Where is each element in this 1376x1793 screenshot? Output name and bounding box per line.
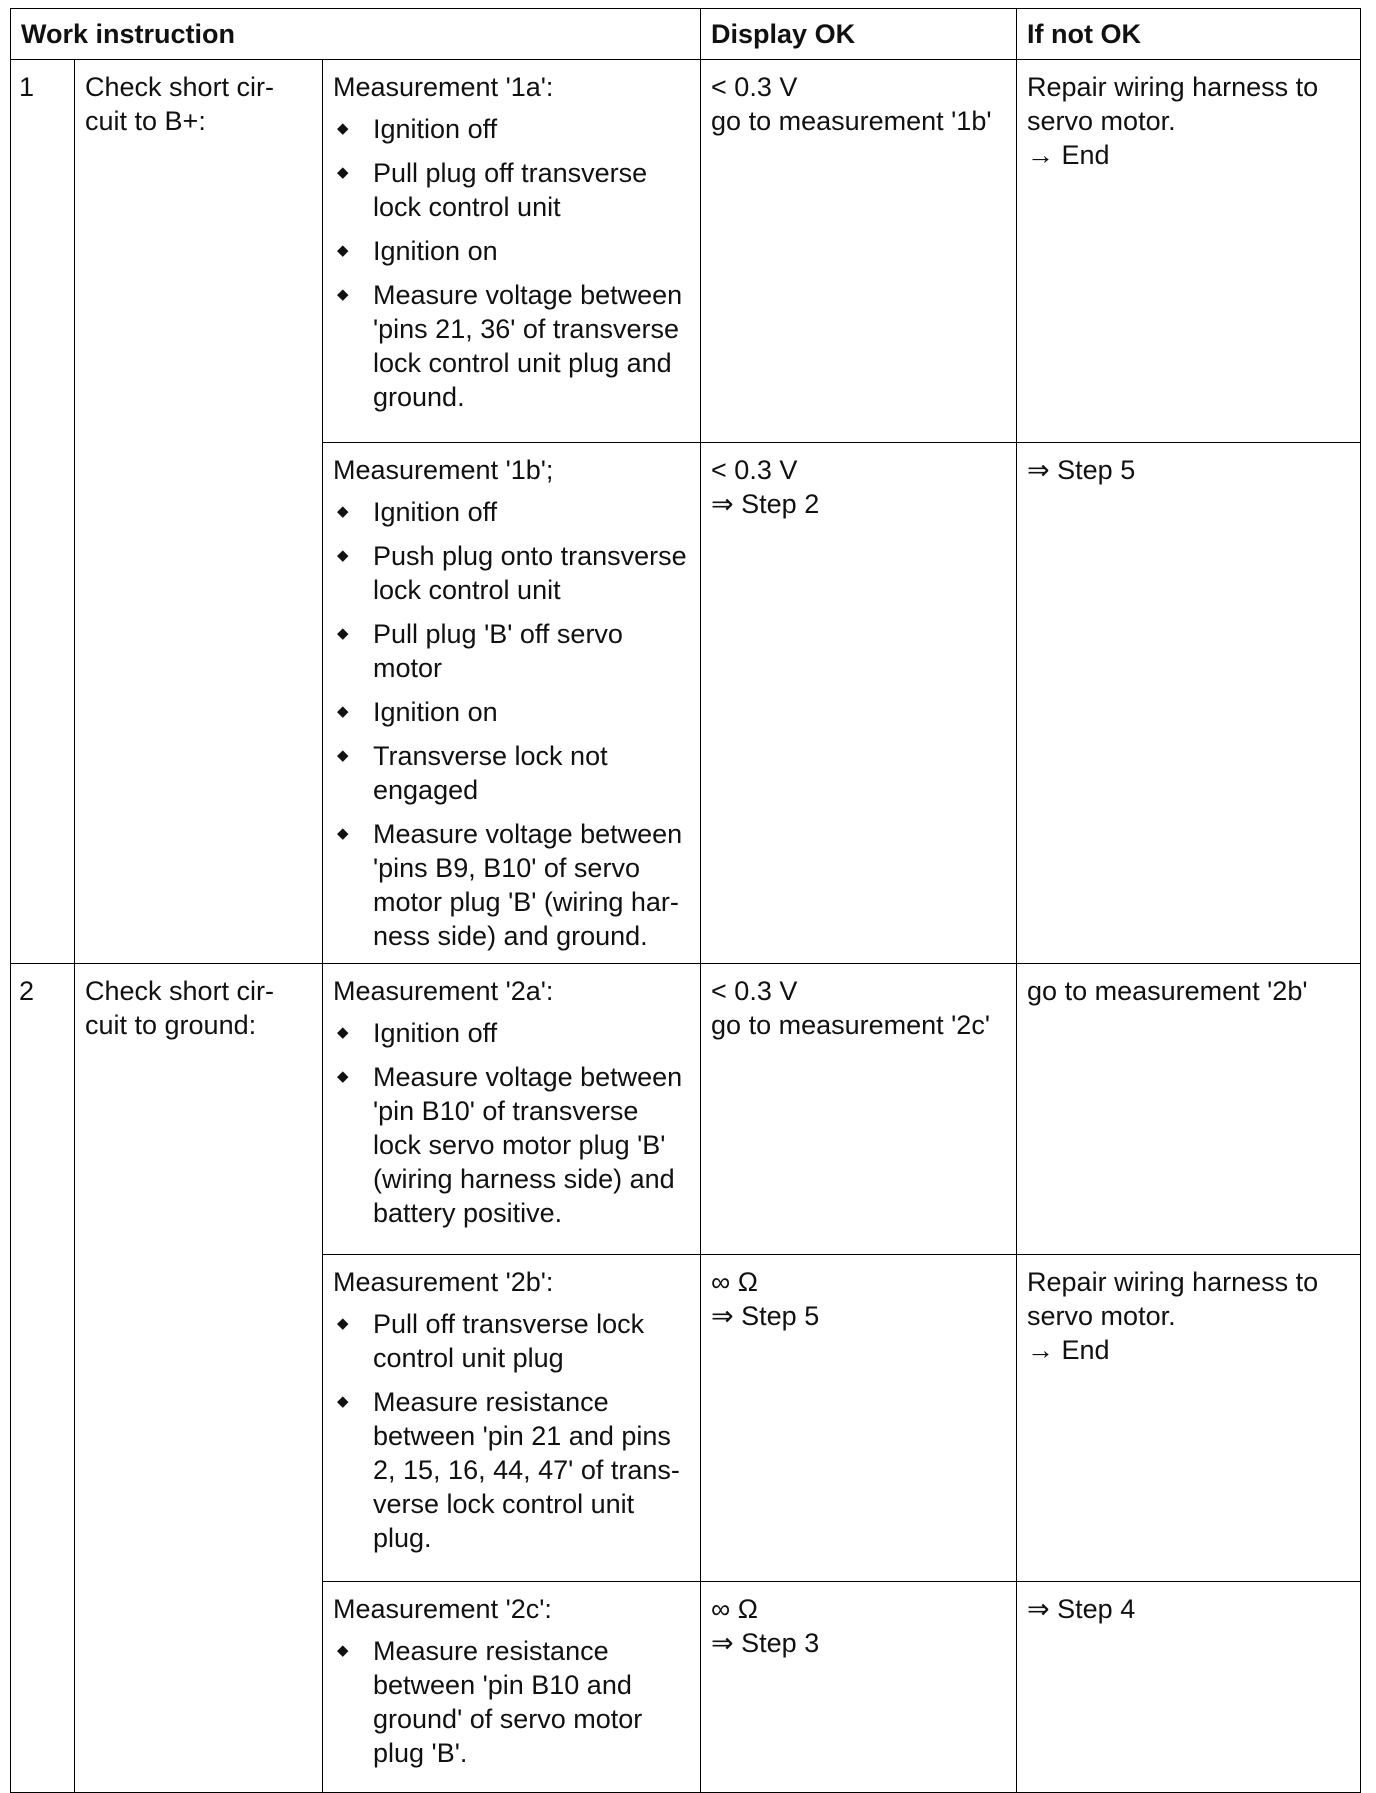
instruction-item: ◆ Ignition on [333,234,690,268]
measurement-title: Measurement '2a': [333,976,554,1006]
instruction-item: ◆ Pull off transverse lock control unit plug [333,1307,690,1375]
step-title: Check short cir-cuit to ground: [75,964,323,1793]
instruction-item: ◆ Ignition on [333,695,690,729]
display-ok-cell [701,443,1017,964]
display-ok-action: ⇒ Step 3 [711,1628,820,1658]
instruction-item: ◆ Measure voltage between 'pins 21, 36' of transverse lock control unit plug and ground. [333,278,690,414]
step-number: 2 [11,964,75,1793]
instruction-list [333,1016,690,1230]
if-not-ok-action: go to measurement '2b' [1027,976,1308,1006]
if-not-ok-action: → End [1027,140,1110,170]
header-if-not-ok: If not OK [1017,9,1361,60]
if-not-ok-text: Repair wiring harness to servo motor. [1027,72,1319,136]
instruction-item: ◆ Pull plug off transverse lock control unit [333,156,690,224]
instruction-list [333,495,690,953]
display-ok-value: < 0.3 V [711,72,798,102]
instruction-list [333,1634,690,1770]
instruction-item: ◆ Push plug onto transverse lock control unit [333,539,690,607]
measurement-cell [323,1255,701,1582]
table-row [11,964,1361,1255]
display-ok-value: < 0.3 V [711,455,798,485]
measurement-cell [323,964,701,1255]
measurement-title: Measurement '2c': [333,1594,552,1624]
if-not-ok-cell [1017,1255,1361,1582]
display-ok-cell [701,1255,1017,1582]
instruction-item: ◆ Ignition off [333,495,690,529]
measurement-cell [323,60,701,443]
header-work-instruction: Work instruction [11,9,701,60]
if-not-ok-cell [1017,964,1361,1255]
work-instruction-table [10,8,1361,1793]
table-row [11,60,1361,443]
if-not-ok-action: → End [1027,1335,1110,1365]
display-ok-cell [701,1582,1017,1793]
if-not-ok-cell [1017,60,1361,443]
instruction-item: ◆ Ignition off [333,112,690,146]
instruction-item: ◆ Ignition off [333,1016,690,1050]
measurement-title: Measurement '1a': [333,72,554,102]
if-not-ok-cell [1017,1582,1361,1793]
measurement-cell [323,443,701,964]
if-not-ok-action: ⇒ Step 4 [1027,1594,1136,1624]
display-ok-action: go to measurement '2c' [711,1010,990,1040]
display-ok-value: ∞ Ω [711,1267,758,1297]
instruction-list [333,112,690,414]
instruction-item: ◆ Measure resistance between 'pin B10 and ground' of servo motor plug 'B'. [333,1634,690,1770]
display-ok-action: ⇒ Step 5 [711,1301,820,1331]
if-not-ok-action: ⇒ Step 5 [1027,455,1136,485]
if-not-ok-cell [1017,443,1361,964]
instruction-list [333,1307,690,1555]
if-not-ok-text: Repair wiring harness to servo motor. [1027,1267,1319,1331]
display-ok-action: ⇒ Step 2 [711,489,820,519]
header-row [11,9,1361,60]
instruction-item: ◆ Measure resistance between 'pin 21 and pins 2, 15, 16, 44, 47' of trans-verse lock control unit plug. [333,1385,690,1555]
measurement-title: Measurement '1b'; [333,455,554,485]
display-ok-value: ∞ Ω [711,1594,758,1624]
instruction-item: ◆ Measure voltage between 'pin B10' of transverse lock servo motor plug 'B' (wiring harness side) and battery positive. [333,1060,690,1230]
step-number: 1 [11,60,75,964]
instruction-item: ◆ Transverse lock not engaged [333,739,690,807]
instruction-item: ◆ Measure voltage between 'pins B9, B10' of servo motor plug 'B' (wiring har-ness side) and ground. [333,817,690,953]
display-ok-action: go to measurement '1b' [711,106,992,136]
measurement-title: Measurement '2b': [333,1267,554,1297]
instruction-item: ◆ Pull plug 'B' off servo motor [333,617,690,685]
step-title: Check short cir-cuit to B+: [75,60,323,964]
measurement-cell [323,1582,701,1793]
display-ok-cell [701,60,1017,443]
display-ok-value: < 0.3 V [711,976,798,1006]
header-display-ok: Display OK [701,9,1017,60]
display-ok-cell [701,964,1017,1255]
